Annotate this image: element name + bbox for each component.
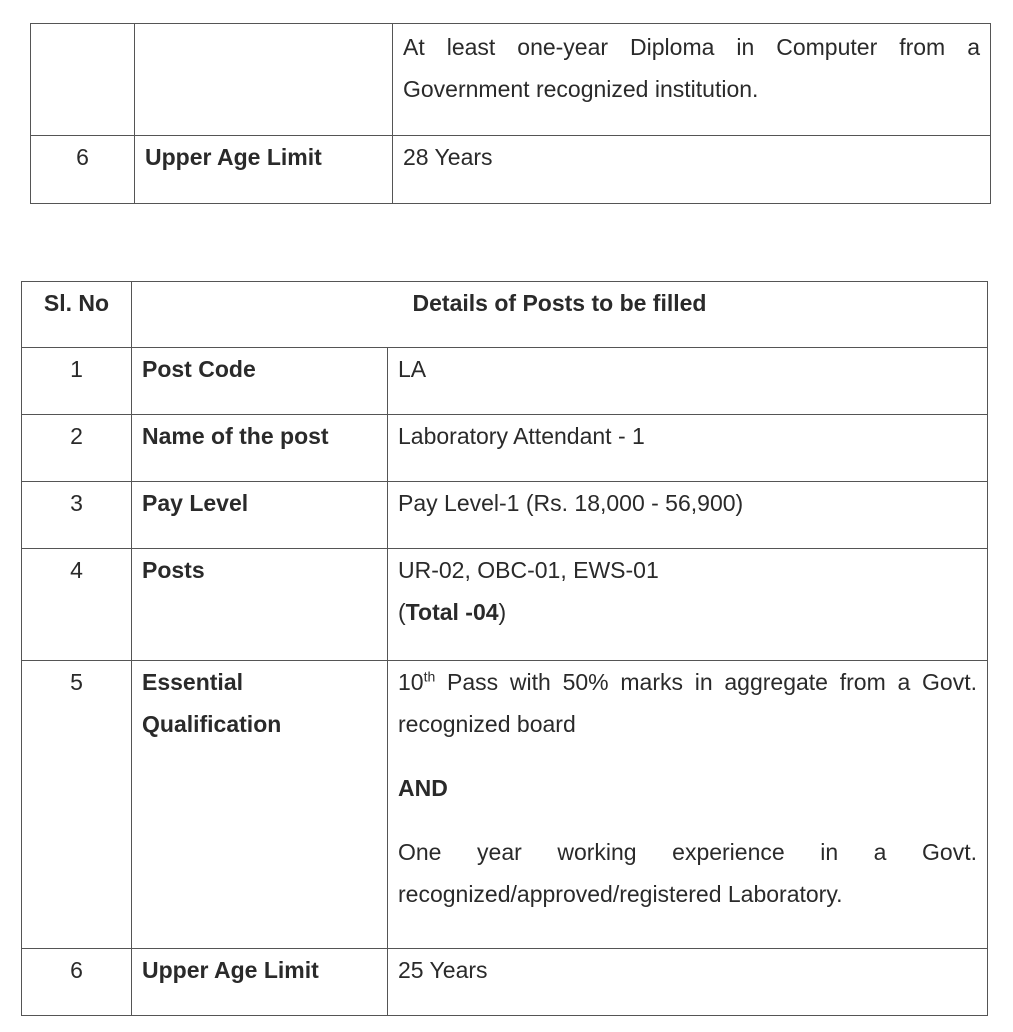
label-cell: Essential Qualification [132, 661, 388, 949]
label-cell: Upper Age Limit [132, 949, 388, 1016]
posts-table-laboratory-attendant [21, 281, 988, 1016]
label-cell: Upper Age Limit [135, 136, 393, 204]
value-cell [388, 549, 988, 661]
label-cell: Pay Level [132, 482, 388, 549]
sl-cell: 5 [22, 661, 132, 949]
sl-cell: 4 [22, 549, 132, 661]
table-row [22, 415, 988, 482]
table-row [22, 661, 988, 949]
posts-breakdown: UR-02, OBC-01, EWS-01 [398, 557, 659, 583]
sl-cell: 6 [22, 949, 132, 1016]
sl-cell: 3 [22, 482, 132, 549]
qualification-text: At least one-year Diploma in Computer from a Government recognized institution. [403, 34, 980, 102]
value-cell [393, 24, 991, 136]
value-cell: 25 Years [388, 949, 988, 1016]
value-cell [388, 661, 988, 949]
value-cell: Pay Level-1 (Rs. 18,000 - 56,900) [388, 482, 988, 549]
value-cell: 28 Years [393, 136, 991, 204]
sl-header: Sl. No [22, 282, 132, 348]
sl-cell: 2 [22, 415, 132, 482]
sl-cell: 1 [22, 348, 132, 415]
label-cell: Post Code [132, 348, 388, 415]
details-header: Details of Posts to be filled [132, 282, 988, 348]
posts-table-continued [30, 23, 991, 204]
value-cell: LA [388, 348, 988, 415]
label-cell: Posts [132, 549, 388, 661]
label-cell: Name of the post [132, 415, 388, 482]
table-row [22, 482, 988, 549]
table-header-row [22, 282, 988, 348]
qualification-part-2: One year working experience in a Govt. recognized/approved/registered Laboratory. [398, 839, 977, 907]
qualification-connector: AND [398, 775, 448, 801]
qualification-part-1: 10th Pass with 50% marks in aggregate from a Govt. recognized board [398, 668, 977, 737]
table-row [22, 348, 988, 415]
table-row [31, 136, 991, 204]
sl-cell [31, 24, 135, 136]
value-cell: Laboratory Attendant - 1 [388, 415, 988, 482]
label-cell [135, 24, 393, 136]
table-row [22, 949, 988, 1016]
table-row [31, 24, 991, 136]
sl-cell: 6 [31, 136, 135, 204]
posts-total: (Total -04) [398, 599, 507, 625]
table-row [22, 549, 988, 661]
